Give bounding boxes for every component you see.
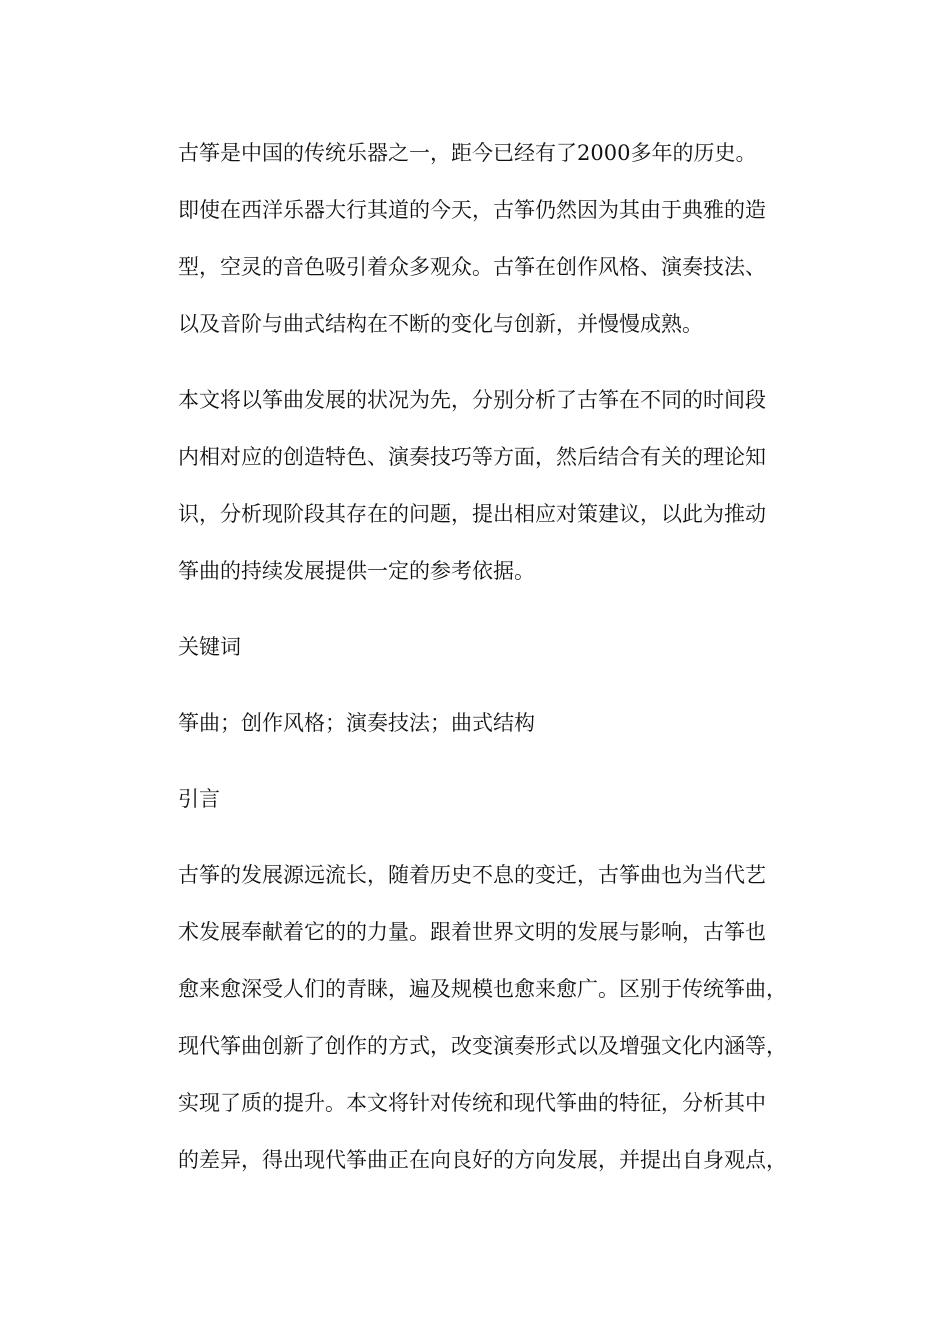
text-line: 古筝的发展源远流长，随着历史不息的变迁，古筝曲也为当代艺 [178, 863, 766, 887]
text-line: 古筝是中国的传统乐器之一，距今已经有了2000多年的历史。 [178, 141, 757, 165]
text-line: 实现了质的提升。本文将针对传统和现代筝曲的特征，分析其中 [178, 1091, 766, 1115]
intro-heading [178, 771, 818, 828]
document-page [178, 125, 818, 1189]
text-line: 筝曲的持续发展提供一定的参考依据。 [178, 559, 535, 583]
text-line: 内相对应的创造特色、演奏技巧等方面，然后结合有关的理论知 [178, 445, 766, 469]
text-line: 本文将以筝曲发展的状况为先，分别分析了古筝在不同的时间段 [178, 388, 766, 412]
keywords-heading [178, 619, 818, 676]
text-line: 的差异，得出现代筝曲正在向良好的方向发展，并提出自身观点， [178, 1148, 787, 1172]
intro-paragraph-1 [178, 847, 818, 1189]
text-line: 型，空灵的音色吸引着众多观众。古筝在创作风格、演奏技法、 [178, 255, 766, 279]
abstract-paragraph-1 [178, 125, 818, 353]
section-heading: 关键词 [178, 635, 241, 659]
text-line: 现代筝曲创新了创作的方式，改变演奏形式以及增强文化内涵等， [178, 1034, 787, 1058]
text-line: 术发展奉献着它的的力量。跟着世界文明的发展与影响，古筝也 [178, 920, 766, 944]
text-line: 即使在西洋乐器大行其道的今天，古筝仍然因为其由于典雅的造 [178, 198, 766, 222]
text-line: 以及音阶与曲式结构在不断的变化与创新，并慢慢成熟。 [178, 312, 703, 336]
section-heading: 引言 [178, 787, 220, 811]
paragraph-spacer [178, 828, 818, 847]
paragraph-spacer [178, 600, 818, 619]
keywords-list [178, 695, 818, 752]
paragraph-spacer [178, 676, 818, 695]
paragraph-spacer [178, 752, 818, 771]
keywords-text: 筝曲；创作风格；演奏技法；曲式结构 [178, 711, 535, 735]
text-line: 识，分析现阶段其存在的问题，提出相应对策建议，以此为推动 [178, 502, 766, 526]
text-line: 愈来愈深受人们的青睐，遍及规模也愈来愈广。区别于传统筝曲， [178, 977, 787, 1001]
abstract-paragraph-2 [178, 372, 818, 600]
paragraph-spacer [178, 353, 818, 372]
